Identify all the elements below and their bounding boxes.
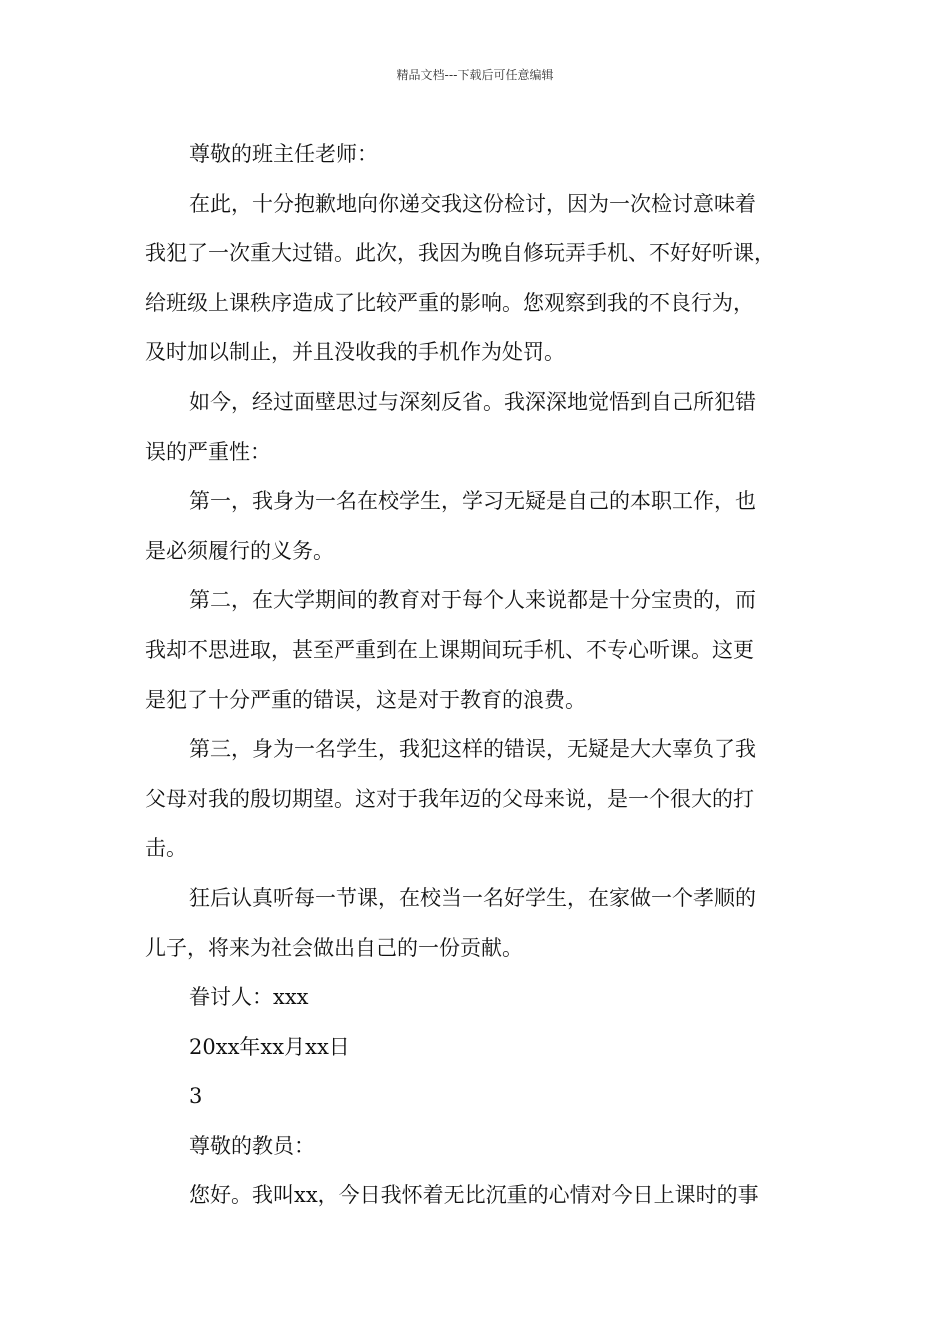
text-line: 狂后认真听每一节课，在校当一名好学生，在家做一个孝顺的 — [189, 885, 756, 910]
text-line: 您好。我叫xx，今日我怀着无比沉重的心情对今日上课时的事 — [189, 1183, 759, 1208]
text-line: 尊敬的班主任老师： — [189, 142, 378, 166]
text-line: 给班级上课秩序造成了比较严重的影响。您观察到我的不良行为， — [145, 290, 754, 315]
text-line: 儿子，将来为社会做出自己的一份贡献。 — [145, 935, 523, 960]
text-line: 击。 — [145, 836, 187, 861]
text-line: 在此，十分抱歉地向你递交我这份检讨，因为一次检讨意味着 — [189, 191, 756, 216]
document-body — [145, 130, 830, 1221]
date-line: 20xx年xx月xx日 — [189, 1034, 350, 1059]
page-header: 精品文档---下载后可任意编辑 — [396, 68, 554, 82]
text-line: 是犯了十分严重的错误，这是对于教育的浪费。 — [145, 687, 586, 712]
text-line: 父母对我的殷切期望。这对于我年迈的父母来说，是一个很大的打 — [145, 786, 754, 811]
text-line: 我犯了一次重大过错。此次，我因为晚自修玩弄手机、不好好听课， — [145, 241, 775, 266]
signature-line: 眷讨人：xxx — [189, 985, 309, 1010]
section-number: 3 — [189, 1084, 203, 1109]
text-line: 第二，在大学期间的教育对于每个人来说都是十分宝贵的，而 — [189, 588, 756, 613]
text-line: 是必须履行的义务。 — [145, 538, 334, 563]
text-line: 第一，我身为一名在校学生，学习无疑是自己的本职工作，也 — [189, 489, 756, 514]
text-line: 及时加以制止，并且没收我的手机作为处罚。 — [145, 340, 565, 365]
text-line: 第三，身为一名学生，我犯这样的错误，无疑是大大辜负了我 — [189, 737, 756, 762]
text-line: 我却不思进取，甚至严重到在上课期间玩手机、不专心听课。这更 — [145, 637, 754, 662]
text-line: 如今，经过面壁思过与深刻反省。我深深地觉悟到自己所犯错 — [189, 389, 756, 414]
salutation: 尊敬的教员： — [189, 1133, 315, 1158]
text-line: 误的严重性： — [145, 439, 271, 464]
